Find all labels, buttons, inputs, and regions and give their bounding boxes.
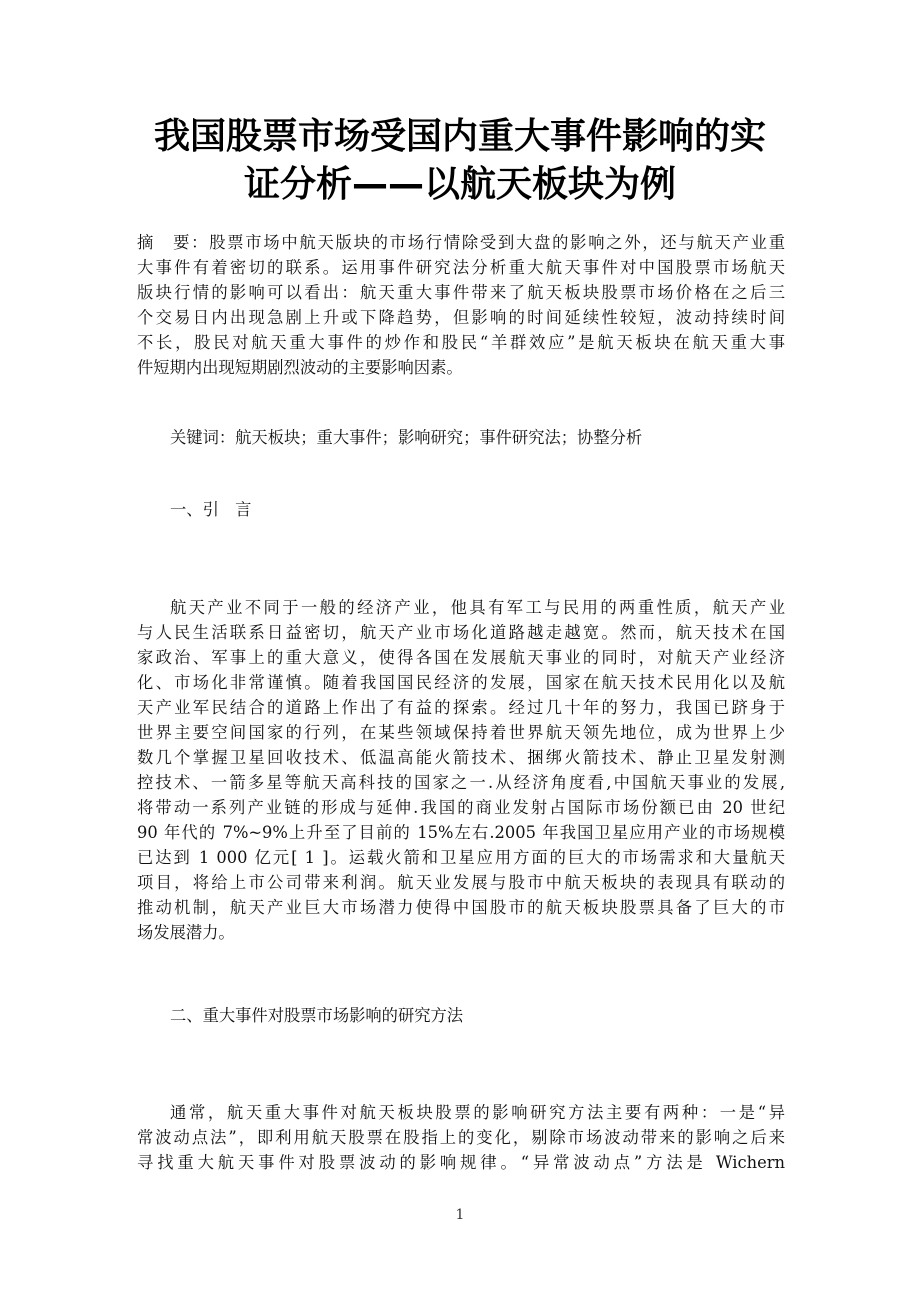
body-line: 寻找重大航天事件对股票波动的影响规律。“异常波动点”方法是 Wichern — [137, 1153, 785, 1172]
body-line: 数几个掌握卫星回收技术、低温高能火箭技术、捆绑火箭技术、静止卫星发射测 — [137, 748, 785, 767]
body-line: 航天产业不同于一般的经济产业，他具有军工与民用的两重性质，航天产业 — [170, 598, 785, 617]
abstract-line: 大事件有着密切的联系。运用事件研究法分析重大航天事件对中国股票市场航天 — [137, 258, 785, 277]
abstract-line: 件短期内出现短期剧烈波动的主要影响因素。 — [137, 358, 463, 377]
abstract-line: 个交易日内出现急剧上升或下降趋势，但影响的时间延续性较短，波动持续时间 — [137, 308, 785, 327]
abstract-line: 版块行情的影响可以看出：航天重大事件带来了航天板块股票市场价格在之后三 — [137, 283, 785, 302]
body-line: 化、市场化非常谨慎。随着我国国民经济的发展，国家在航天技术民用化以及航 — [137, 673, 785, 692]
body-line: 世界主要空间国家的行列，在某些领域保持着世界航天领先地位，成为世界上少 — [137, 723, 785, 742]
abstract-line: 不长，股民对航天重大事件的炒作和股民“羊群效应”是航天板块在航天重大事 — [137, 333, 785, 352]
body-line: 控技术、一箭多星等航天高科技的国家之一.从经济角度看,中国航天事业的发展, — [137, 773, 785, 792]
body-line: 已达到 1 000 亿元[ 1 ]。运载火箭和卫星应用方面的巨大的市场需求和大量航天 — [137, 848, 785, 867]
body-line: 场发展潜力。 — [137, 923, 235, 942]
body-line: 常波动点法”，即利用航天股票在股指上的变化，剔除市场波动带来的影响之后来 — [137, 1128, 785, 1147]
body-line: 将带动一系列产业链的形成与延伸.我国的商业发射占国际市场份额已由 20 世纪 — [137, 798, 785, 817]
body-line: 推动机制，航天产业巨大市场潜力使得中国股市的航天板块股票具备了巨大的市 — [137, 898, 785, 917]
body-line: 90 年代的 7%~9%上升至了目前的 15%左右.2005 年我国卫星应用产业的市场规模 — [137, 823, 785, 842]
keywords: 关键词：航天板块；重大事件；影响研究；事件研究法；协整分析 — [170, 428, 643, 447]
section-heading-methods: 二、重大事件对股票市场影响的研究方法 — [170, 1006, 464, 1025]
body-line: 与人民生活联系日益密切，航天产业市场化道路越走越宽。然而，航天技术在国 — [137, 623, 785, 642]
body-line: 家政治、军事上的重大意义，使得各国在发展航天事业的同时，对航天产业经济 — [137, 648, 785, 667]
body-line: 天产业军民结合的道路上作出了有益的探索。经过几十年的努力，我国已跻身于 — [137, 698, 785, 717]
abstract-line: 摘 要：股票市场中航天版块的市场行情除受到大盘的影响之外，还与航天产业重 — [137, 233, 785, 252]
paper-title-line-2: 证分析——以航天板块为例 — [243, 164, 676, 205]
body-line: 项目，将给上市公司带来利润。航天业发展与股市中航天板块的表现具有联动的 — [137, 873, 785, 892]
body-line: 通常，航天重大事件对航天板块股票的影响研究方法主要有两种：一是“异 — [170, 1103, 785, 1122]
paper-title-line-1: 我国股票市场受国内重大事件影响的实 — [153, 116, 766, 157]
section-heading-introduction: 一、引 言 — [170, 500, 252, 519]
page-number: 1 — [455, 1207, 465, 1223]
